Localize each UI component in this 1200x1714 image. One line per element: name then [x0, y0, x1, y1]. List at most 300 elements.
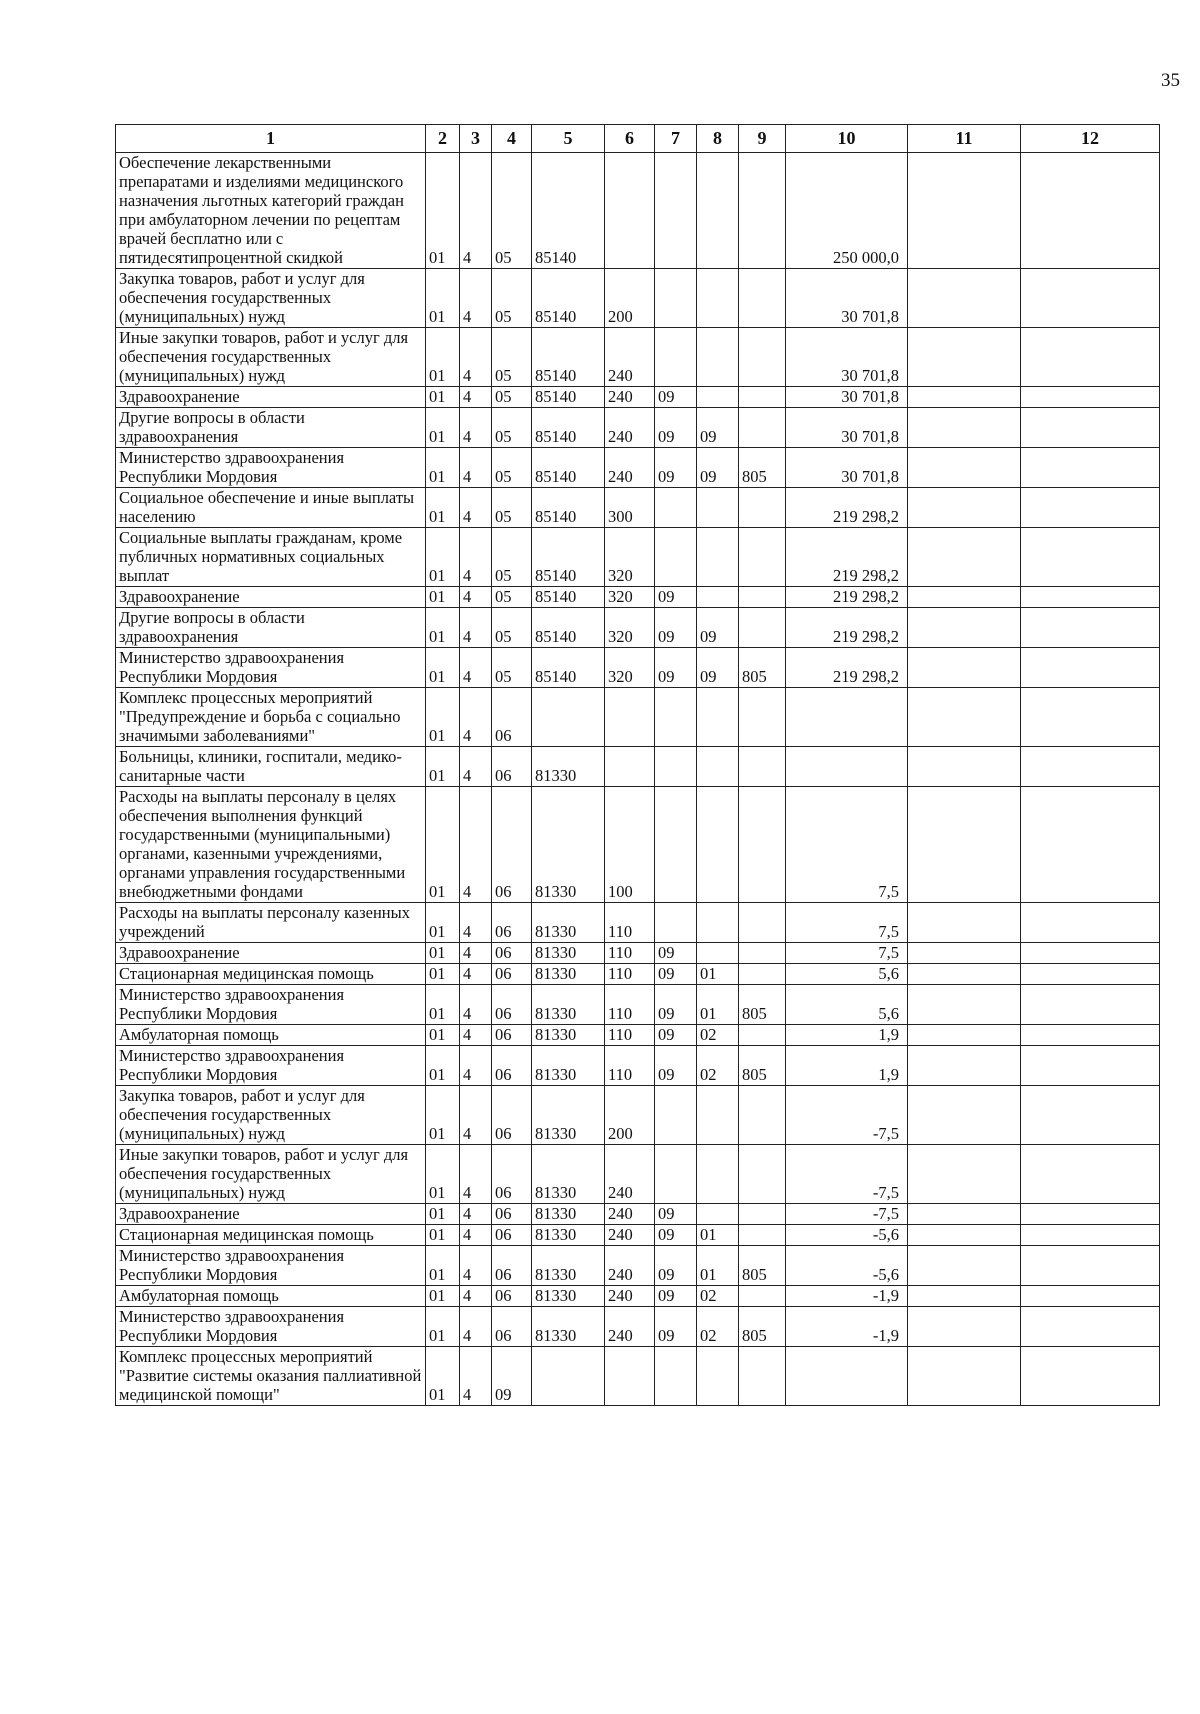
expense-type-cell: 110	[605, 943, 655, 964]
code-col-4-cell: 09	[492, 1347, 532, 1406]
section-code-cell: 09	[655, 448, 697, 488]
amount-col-12-cell	[1021, 688, 1160, 747]
amount-col-11-cell	[908, 1307, 1021, 1347]
amount-cell	[786, 1347, 908, 1406]
amount-cell: 5,6	[786, 985, 908, 1025]
row-name-cell: Обеспечение лекарственными препаратами и изделиями медицинского назначения льготных категорий граждан при амбулаторном лечении по рецептам врачей бесплатно или с пятидесятипроцентной скидкой	[116, 153, 426, 269]
amount-col-12-cell	[1021, 269, 1160, 328]
column-header: 4	[492, 125, 532, 153]
amount-col-12-cell	[1021, 1046, 1160, 1086]
code-col-3-cell: 4	[460, 328, 492, 387]
section-code-cell: 09	[655, 408, 697, 448]
table-row	[116, 269, 1160, 328]
expense-type-cell: 200	[605, 269, 655, 328]
target-code-cell	[532, 688, 605, 747]
table-row	[116, 1086, 1160, 1145]
amount-col-12-cell	[1021, 985, 1160, 1025]
amount-cell: 30 701,8	[786, 408, 908, 448]
ministry-code-cell	[739, 153, 786, 269]
code-col-2-cell: 01	[426, 1286, 460, 1307]
subsection-code-cell	[697, 688, 739, 747]
expense-type-cell	[605, 1347, 655, 1406]
section-code-cell: 09	[655, 1025, 697, 1046]
amount-col-11-cell	[908, 1086, 1021, 1145]
row-name-cell: Иные закупки товаров, работ и услуг для обеспечения государственных (муниципальных) нужд	[116, 1145, 426, 1204]
expense-type-cell	[605, 688, 655, 747]
expense-type-cell: 240	[605, 1307, 655, 1347]
ministry-code-cell	[739, 787, 786, 903]
row-name-cell: Амбулаторная помощь	[116, 1286, 426, 1307]
amount-cell: 30 701,8	[786, 387, 908, 408]
row-name-cell: Здравоохранение	[116, 1204, 426, 1225]
code-col-3-cell: 4	[460, 528, 492, 587]
table-row	[116, 587, 1160, 608]
row-name-cell: Здравоохранение	[116, 387, 426, 408]
row-name-cell: Закупка товаров, работ и услуг для обеспечения государственных (муниципальных) нужд	[116, 269, 426, 328]
code-col-4-cell: 06	[492, 1204, 532, 1225]
target-code-cell: 85140	[532, 648, 605, 688]
code-col-2-cell: 01	[426, 964, 460, 985]
target-code-cell: 81330	[532, 943, 605, 964]
section-code-cell	[655, 269, 697, 328]
ministry-code-cell	[739, 328, 786, 387]
target-code-cell: 85140	[532, 608, 605, 648]
subsection-code-cell	[697, 488, 739, 528]
amount-col-12-cell	[1021, 1347, 1160, 1406]
ministry-code-cell: 805	[739, 1307, 786, 1347]
expense-type-cell: 320	[605, 528, 655, 587]
amount-col-12-cell	[1021, 1086, 1160, 1145]
code-col-4-cell: 05	[492, 387, 532, 408]
amount-cell: 250 000,0	[786, 153, 908, 269]
code-col-3-cell: 4	[460, 1086, 492, 1145]
code-col-2-cell: 01	[426, 787, 460, 903]
expense-type-cell: 240	[605, 1246, 655, 1286]
expense-type-cell: 320	[605, 648, 655, 688]
subsection-code-cell	[697, 587, 739, 608]
target-code-cell: 81330	[532, 903, 605, 943]
code-col-4-cell: 06	[492, 1307, 532, 1347]
amount-cell: -7,5	[786, 1204, 908, 1225]
expense-type-cell: 110	[605, 964, 655, 985]
section-code-cell	[655, 903, 697, 943]
section-code-cell	[655, 528, 697, 587]
amount-cell: 219 298,2	[786, 648, 908, 688]
code-col-2-cell: 01	[426, 688, 460, 747]
table-row	[116, 688, 1160, 747]
code-col-3-cell: 4	[460, 1286, 492, 1307]
code-col-3-cell: 4	[460, 964, 492, 985]
amount-col-11-cell	[908, 903, 1021, 943]
expense-type-cell: 240	[605, 408, 655, 448]
section-code-cell	[655, 1347, 697, 1406]
code-col-4-cell: 05	[492, 587, 532, 608]
section-code-cell: 09	[655, 1286, 697, 1307]
amount-col-12-cell	[1021, 964, 1160, 985]
table-row	[116, 608, 1160, 648]
amount-col-12-cell	[1021, 1025, 1160, 1046]
code-col-4-cell: 05	[492, 528, 532, 587]
ministry-code-cell	[739, 1347, 786, 1406]
table-row	[116, 1225, 1160, 1246]
amount-col-12-cell	[1021, 1145, 1160, 1204]
row-name-cell: Расходы на выплаты персоналу в целях обеспечения выполнения функций государственными (муниципальными) органами, казенными учреждениями, органами управления государственными внебюджетными фондами	[116, 787, 426, 903]
table-body	[116, 153, 1160, 1406]
row-name-cell: Министерство здравоохранения Республики Мордовия	[116, 985, 426, 1025]
subsection-code-cell: 01	[697, 964, 739, 985]
code-col-3-cell: 4	[460, 1025, 492, 1046]
row-name-cell: Министерство здравоохранения Республики Мордовия	[116, 1307, 426, 1347]
target-code-cell: 85140	[532, 328, 605, 387]
section-code-cell	[655, 747, 697, 787]
table-row	[116, 1025, 1160, 1046]
column-header: 9	[739, 125, 786, 153]
table-row	[116, 408, 1160, 448]
subsection-code-cell	[697, 747, 739, 787]
ministry-code-cell	[739, 1225, 786, 1246]
ministry-code-cell	[739, 1286, 786, 1307]
code-col-2-cell: 01	[426, 488, 460, 528]
table-row	[116, 1046, 1160, 1086]
amount-col-11-cell	[908, 1286, 1021, 1307]
code-col-4-cell: 06	[492, 985, 532, 1025]
code-col-3-cell: 4	[460, 1246, 492, 1286]
code-col-2-cell: 01	[426, 153, 460, 269]
amount-col-11-cell	[908, 648, 1021, 688]
target-code-cell	[532, 1347, 605, 1406]
amount-col-11-cell	[908, 1046, 1021, 1086]
amount-col-11-cell	[908, 1145, 1021, 1204]
section-code-cell	[655, 688, 697, 747]
amount-col-11-cell	[908, 528, 1021, 587]
table-row	[116, 1286, 1160, 1307]
amount-cell: 5,6	[786, 964, 908, 985]
ministry-code-cell	[739, 688, 786, 747]
target-code-cell: 85140	[532, 488, 605, 528]
amount-col-11-cell	[908, 153, 1021, 269]
expense-type-cell: 100	[605, 787, 655, 903]
table-row	[116, 1246, 1160, 1286]
expense-type-cell: 240	[605, 1145, 655, 1204]
code-col-2-cell: 01	[426, 1347, 460, 1406]
code-col-2-cell: 01	[426, 1246, 460, 1286]
table-header-row	[116, 125, 1160, 153]
code-col-2-cell: 01	[426, 943, 460, 964]
row-name-cell: Закупка товаров, работ и услуг для обеспечения государственных (муниципальных) нужд	[116, 1086, 426, 1145]
target-code-cell: 81330	[532, 787, 605, 903]
code-col-3-cell: 4	[460, 153, 492, 269]
target-code-cell: 81330	[532, 1086, 605, 1145]
ministry-code-cell	[739, 387, 786, 408]
column-header: 8	[697, 125, 739, 153]
target-code-cell: 81330	[532, 964, 605, 985]
section-code-cell: 09	[655, 648, 697, 688]
expense-type-cell: 240	[605, 1204, 655, 1225]
amount-col-11-cell	[908, 448, 1021, 488]
amount-col-11-cell	[908, 328, 1021, 387]
ministry-code-cell	[739, 269, 786, 328]
amount-cell	[786, 688, 908, 747]
expense-type-cell: 110	[605, 903, 655, 943]
amount-col-12-cell	[1021, 328, 1160, 387]
ministry-code-cell: 805	[739, 448, 786, 488]
column-header: 3	[460, 125, 492, 153]
amount-col-11-cell	[908, 985, 1021, 1025]
expense-type-cell: 240	[605, 1286, 655, 1307]
amount-cell: 219 298,2	[786, 488, 908, 528]
column-header: 2	[426, 125, 460, 153]
section-code-cell: 09	[655, 1204, 697, 1225]
code-col-3-cell: 4	[460, 1307, 492, 1347]
row-name-cell: Больницы, клиники, госпитали, медико-санитарные части	[116, 747, 426, 787]
target-code-cell: 85140	[532, 153, 605, 269]
column-header: 5	[532, 125, 605, 153]
amount-col-12-cell	[1021, 408, 1160, 448]
amount-col-12-cell	[1021, 153, 1160, 269]
table-row	[116, 448, 1160, 488]
expense-type-cell: 200	[605, 1086, 655, 1145]
amount-col-11-cell	[908, 1025, 1021, 1046]
ministry-code-cell	[739, 587, 786, 608]
section-code-cell: 09	[655, 943, 697, 964]
expense-type-cell: 240	[605, 448, 655, 488]
subsection-code-cell: 01	[697, 985, 739, 1025]
code-col-3-cell: 4	[460, 608, 492, 648]
code-col-4-cell: 05	[492, 608, 532, 648]
target-code-cell: 85140	[532, 269, 605, 328]
ministry-code-cell	[739, 408, 786, 448]
expense-type-cell: 320	[605, 587, 655, 608]
amount-cell: 219 298,2	[786, 608, 908, 648]
table-row	[116, 903, 1160, 943]
code-col-2-cell: 01	[426, 1025, 460, 1046]
subsection-code-cell: 02	[697, 1046, 739, 1086]
target-code-cell: 81330	[532, 747, 605, 787]
subsection-code-cell	[697, 528, 739, 587]
amount-col-11-cell	[908, 587, 1021, 608]
target-code-cell: 85140	[532, 587, 605, 608]
code-col-4-cell: 05	[492, 153, 532, 269]
section-code-cell: 09	[655, 964, 697, 985]
subsection-code-cell	[697, 1086, 739, 1145]
section-code-cell: 09	[655, 587, 697, 608]
code-col-2-cell: 01	[426, 387, 460, 408]
amount-col-12-cell	[1021, 1307, 1160, 1347]
amount-col-12-cell	[1021, 488, 1160, 528]
column-header: 1	[116, 125, 426, 153]
subsection-code-cell	[697, 328, 739, 387]
table-row	[116, 1145, 1160, 1204]
code-col-2-cell: 01	[426, 747, 460, 787]
code-col-4-cell: 06	[492, 1086, 532, 1145]
code-col-3-cell: 4	[460, 408, 492, 448]
code-col-4-cell: 06	[492, 747, 532, 787]
amount-col-11-cell	[908, 1347, 1021, 1406]
row-name-cell: Министерство здравоохранения Республики Мордовия	[116, 1046, 426, 1086]
table-row	[116, 528, 1160, 587]
amount-cell: -5,6	[786, 1246, 908, 1286]
code-col-3-cell: 4	[460, 448, 492, 488]
amount-col-11-cell	[908, 787, 1021, 903]
code-col-3-cell: 4	[460, 903, 492, 943]
budget-table	[115, 124, 1160, 1406]
code-col-2-cell: 01	[426, 903, 460, 943]
table-row	[116, 328, 1160, 387]
subsection-code-cell	[697, 1347, 739, 1406]
row-name-cell: Комплекс процессных мероприятий "Предупреждение и борьба с социально значимыми заболеваниями"	[116, 688, 426, 747]
code-col-3-cell: 4	[460, 943, 492, 964]
row-name-cell: Здравоохранение	[116, 587, 426, 608]
expense-type-cell: 240	[605, 387, 655, 408]
ministry-code-cell	[739, 1025, 786, 1046]
expense-type-cell: 110	[605, 1046, 655, 1086]
subsection-code-cell	[697, 903, 739, 943]
row-name-cell: Амбулаторная помощь	[116, 1025, 426, 1046]
target-code-cell: 81330	[532, 985, 605, 1025]
code-col-3-cell: 4	[460, 387, 492, 408]
amount-cell: -1,9	[786, 1307, 908, 1347]
amount-cell: -7,5	[786, 1145, 908, 1204]
code-col-2-cell: 01	[426, 328, 460, 387]
code-col-3-cell: 4	[460, 269, 492, 328]
amount-col-12-cell	[1021, 1246, 1160, 1286]
target-code-cell: 85140	[532, 408, 605, 448]
code-col-4-cell: 06	[492, 1286, 532, 1307]
section-code-cell	[655, 1145, 697, 1204]
row-name-cell: Социальные выплаты гражданам, кроме публичных нормативных социальных выплат	[116, 528, 426, 587]
amount-cell: 219 298,2	[786, 528, 908, 587]
code-col-2-cell: 01	[426, 1145, 460, 1204]
row-name-cell: Министерство здравоохранения Республики Мордовия	[116, 1246, 426, 1286]
amount-col-12-cell	[1021, 787, 1160, 903]
code-col-2-cell: 01	[426, 648, 460, 688]
code-col-4-cell: 06	[492, 1046, 532, 1086]
amount-col-12-cell	[1021, 587, 1160, 608]
amount-col-11-cell	[908, 1204, 1021, 1225]
expense-type-cell: 110	[605, 1025, 655, 1046]
code-col-3-cell: 4	[460, 648, 492, 688]
ministry-code-cell	[739, 943, 786, 964]
amount-cell: 7,5	[786, 943, 908, 964]
code-col-4-cell: 06	[492, 688, 532, 747]
code-col-2-cell: 01	[426, 1204, 460, 1225]
page-number: 35	[1161, 70, 1180, 91]
ministry-code-cell: 805	[739, 648, 786, 688]
code-col-2-cell: 01	[426, 448, 460, 488]
amount-col-11-cell	[908, 269, 1021, 328]
subsection-code-cell	[697, 1204, 739, 1225]
row-name-cell: Министерство здравоохранения Республики Мордовия	[116, 648, 426, 688]
expense-type-cell: 110	[605, 985, 655, 1025]
target-code-cell: 81330	[532, 1246, 605, 1286]
amount-col-11-cell	[908, 964, 1021, 985]
subsection-code-cell	[697, 787, 739, 903]
expense-type-cell: 240	[605, 328, 655, 387]
code-col-4-cell: 06	[492, 1145, 532, 1204]
row-name-cell: Министерство здравоохранения Республики Мордовия	[116, 448, 426, 488]
amount-cell: 1,9	[786, 1046, 908, 1086]
amount-cell: 1,9	[786, 1025, 908, 1046]
subsection-code-cell	[697, 269, 739, 328]
column-header: 10	[786, 125, 908, 153]
column-header: 11	[908, 125, 1021, 153]
code-col-4-cell: 06	[492, 1246, 532, 1286]
table-row	[116, 648, 1160, 688]
section-code-cell: 09	[655, 387, 697, 408]
amount-col-11-cell	[908, 943, 1021, 964]
table-row	[116, 1347, 1160, 1406]
amount-col-12-cell	[1021, 608, 1160, 648]
subsection-code-cell	[697, 153, 739, 269]
row-name-cell: Стационарная медицинская помощь	[116, 964, 426, 985]
row-name-cell: Социальное обеспечение и иные выплаты населению	[116, 488, 426, 528]
subsection-code-cell: 09	[697, 648, 739, 688]
code-col-4-cell: 05	[492, 408, 532, 448]
table-row	[116, 943, 1160, 964]
column-header: 12	[1021, 125, 1160, 153]
section-code-cell	[655, 328, 697, 387]
subsection-code-cell	[697, 943, 739, 964]
subsection-code-cell: 01	[697, 1246, 739, 1286]
row-name-cell: Стационарная медицинская помощь	[116, 1225, 426, 1246]
row-name-cell: Комплекс процессных мероприятий "Развитие системы оказания паллиативной медицинской помощи"	[116, 1347, 426, 1406]
amount-col-12-cell	[1021, 903, 1160, 943]
amount-cell: 7,5	[786, 787, 908, 903]
amount-cell: 219 298,2	[786, 587, 908, 608]
target-code-cell: 81330	[532, 1225, 605, 1246]
section-code-cell: 09	[655, 1046, 697, 1086]
column-header: 7	[655, 125, 697, 153]
ministry-code-cell	[739, 747, 786, 787]
ministry-code-cell	[739, 1145, 786, 1204]
amount-cell: 7,5	[786, 903, 908, 943]
code-col-2-cell: 01	[426, 1086, 460, 1145]
amount-cell: 30 701,8	[786, 269, 908, 328]
section-code-cell: 09	[655, 985, 697, 1025]
section-code-cell	[655, 1086, 697, 1145]
ministry-code-cell	[739, 1204, 786, 1225]
code-col-4-cell: 06	[492, 964, 532, 985]
amount-cell: -1,9	[786, 1286, 908, 1307]
code-col-3-cell: 4	[460, 1225, 492, 1246]
table-row	[116, 1204, 1160, 1225]
code-col-2-cell: 01	[426, 1225, 460, 1246]
target-code-cell: 85140	[532, 387, 605, 408]
ministry-code-cell	[739, 964, 786, 985]
target-code-cell: 81330	[532, 1145, 605, 1204]
code-col-3-cell: 4	[460, 1145, 492, 1204]
table-row	[116, 153, 1160, 269]
section-code-cell: 09	[655, 608, 697, 648]
amount-col-11-cell	[908, 1225, 1021, 1246]
target-code-cell: 81330	[532, 1307, 605, 1347]
row-name-cell: Иные закупки товаров, работ и услуг для обеспечения государственных (муниципальных) нужд	[116, 328, 426, 387]
amount-col-12-cell	[1021, 1286, 1160, 1307]
table-row	[116, 387, 1160, 408]
expense-type-cell	[605, 153, 655, 269]
amount-col-11-cell	[908, 688, 1021, 747]
ministry-code-cell	[739, 903, 786, 943]
amount-cell: -7,5	[786, 1086, 908, 1145]
target-code-cell: 85140	[532, 448, 605, 488]
table-row	[116, 787, 1160, 903]
code-col-2-cell: 01	[426, 608, 460, 648]
code-col-3-cell: 4	[460, 1204, 492, 1225]
code-col-4-cell: 05	[492, 328, 532, 387]
section-code-cell: 09	[655, 1307, 697, 1347]
code-col-3-cell: 4	[460, 985, 492, 1025]
code-col-2-cell: 01	[426, 587, 460, 608]
